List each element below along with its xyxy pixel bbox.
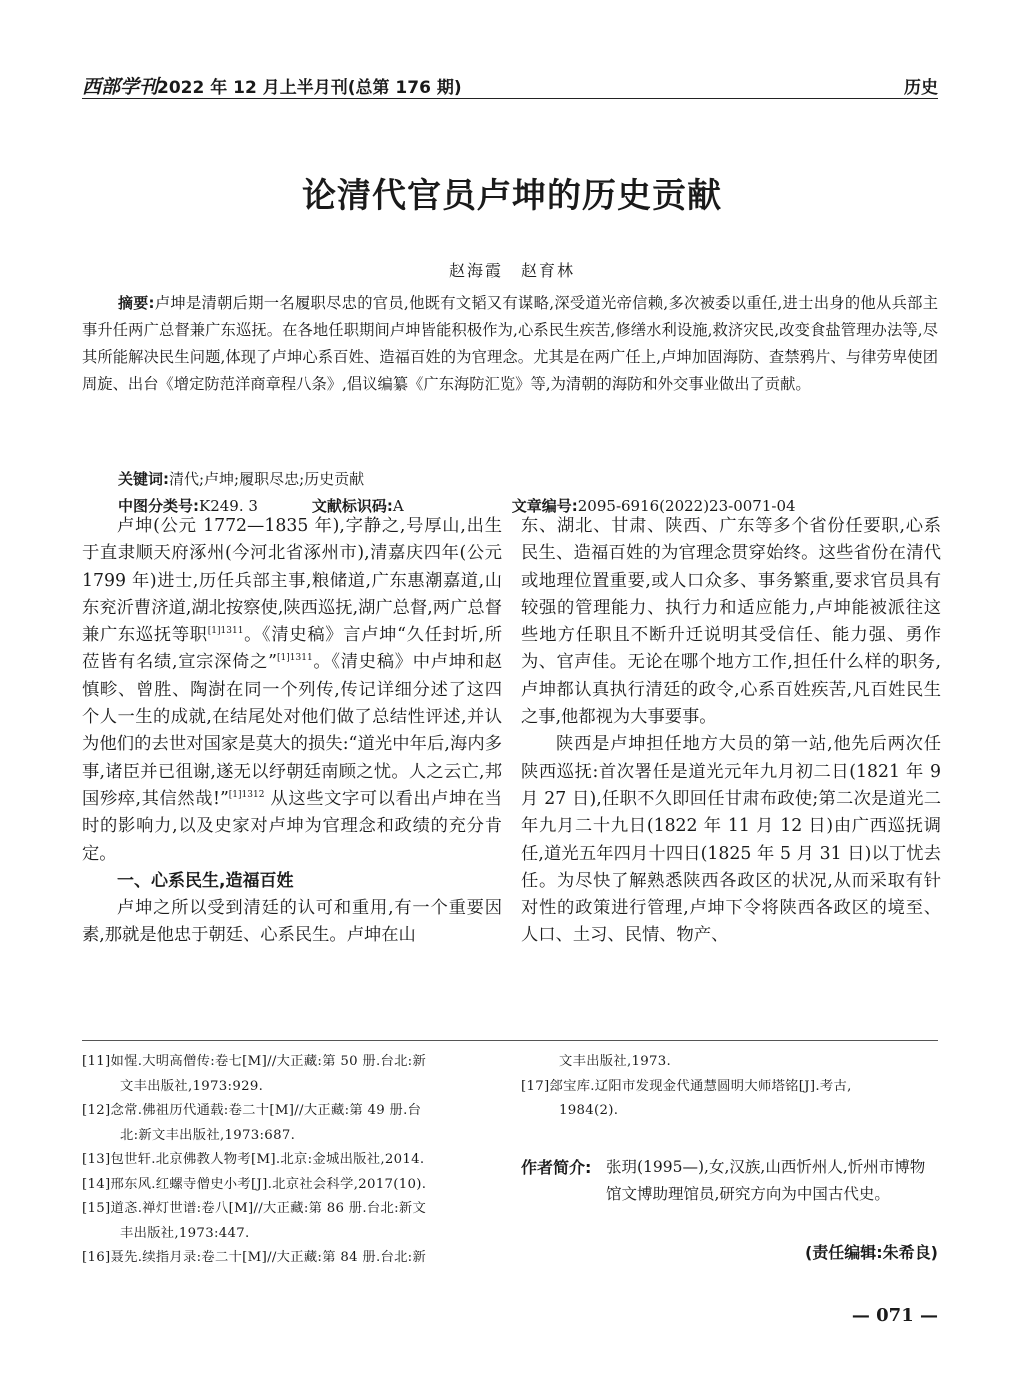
clc-label: 中图分类号: — [118, 497, 199, 515]
body-paragraph: 卢坤之所以受到清廷的认可和重用,有一个重要因素,那就是他忠于朝廷、心系民生。卢坤在山 — [82, 897, 502, 946]
journal-logo: 西部学刊 — [82, 76, 159, 98]
citation: [1]1311 — [277, 653, 313, 664]
body-column-right — [521, 513, 941, 950]
abstract-label: 摘要: — [118, 294, 155, 312]
reference-item: [13]包世轩.北京佛教人物考[M].北京:金城出版社,2014. — [82, 1152, 425, 1167]
abstract-text: 卢坤是清朝后期一名履职尽忠的官员,他既有文韬又有谋略,深受道光帝信赖,多次被委以重任,进士出身的他从兵部主事升任两广总督兼广东巡抚。在各地任职期间卢坤皆能积极作为,心系民生疾苦,修缮水利设施,救济灾民,改变食盐管理办法等,尽其所能解决民生问题,体现了卢坤心系百姓、造福百姓的为官理念。尤其是在两广任上,卢坤加固海防、查禁鸦片、与律劳卑使团周旋、出台《增定防范洋商章程八条》,倡议编纂《广东海防汇览》等,为清朝的海防和外交事业做出了贡献。 — [82, 294, 939, 393]
clc-value: K249. 3 — [199, 497, 258, 515]
page-header — [82, 68, 938, 99]
responsible-editor: (责任编辑:朱希良) — [804, 1243, 938, 1262]
body-column-left — [82, 513, 502, 949]
reference-item: [15]道忞.禅灯世谱:卷八[M]//大正藏:第 86 册.台北:新文 丰出版社,1973:447. — [82, 1201, 427, 1241]
doc-code-label: 文献标识码: — [311, 497, 393, 515]
reference-item: [16]聂先.续指月录:卷二十[M]//大正藏:第 84 册.台北:新 — [82, 1250, 427, 1265]
keywords-line — [118, 468, 796, 495]
references-right — [521, 1050, 939, 1124]
reference-item: [14]邢东风.红螺寺僧史小考[J].北京社会科学,2017(10). — [82, 1176, 427, 1192]
section-heading: 一、心系民生,造福百姓 — [117, 870, 294, 891]
issue-info: 2022 年 12 月上半月刊(总第 176 期) — [157, 78, 462, 98]
article-authors: 赵海霞 赵育林 — [448, 261, 575, 280]
footnote-divider — [82, 1040, 938, 1041]
body-paragraph: 卢坤(公元 1772—1835 年),字静之,号厚山,出生于直隶顺天府涿州(今河北省涿州市),清嘉庆四年(公元 1799 年)进士,历任兵部主事,粮储道,广东惠潮嘉道,山东兖沂曹济道,湖北按察使,陕西巡抚,湖广总督,两广总督兼广东巡抚等职$^{[1]1311}$。《清史稿》言卢坤“久任封圻,所莅皆有名绩,宣宗深倚之”$^{[1]1311}$。《清史稿》中卢坤和赵慎畛、曾胜、陶澍在同一个列传,传记详细分述了这四个人一生的成就,在结尾处对他们做了总结性评述,并认为他们的去世对国家是莫大的损失:“道光中年后,海内多事,诸臣并已徂谢,遂无以纾朝廷南顾之忧。人之云亡,邦国殄瘁,其信然哉!”$^{[1]1312}$ 从这些文字可以看出卢坤在当时的影响力,以及史家对卢坤为官理念和政绩的充分肯定。 — [82, 516, 502, 864]
citation: [1]1311 — [207, 626, 244, 637]
abstract — [82, 290, 938, 398]
keywords-label: 关键词: — [118, 470, 169, 488]
reference-item: [11]如惺.大明高僧传:卷七[M]//大正藏:第 50 册.台北:新 文丰出版社,1973:929. — [82, 1054, 427, 1094]
article-title: 论清代官员卢坤的历史贡献 — [302, 176, 722, 216]
references-left — [82, 1050, 500, 1271]
reference-continuation: 文丰出版社,1973. — [559, 1054, 672, 1069]
bio-text: 张玥(1995—),女,汉族,山西忻州人,忻州市博物馆文博助理馆员,研究方向为中国古代史。 — [606, 1158, 926, 1203]
keywords-text: 清代;卢坤;履职尽忠;历史贡献 — [169, 470, 365, 488]
article-number-label: 文章编号: — [511, 497, 578, 515]
page-number: — 071 — — [851, 1305, 938, 1326]
reference-item: [12]念常.佛祖历代通载:卷二十[M]//大正藏:第 49 册.台 北:新文丰出版社,1973:687. — [82, 1103, 422, 1143]
citation: [1]1312 — [228, 790, 265, 801]
section-label: 历史 — [904, 78, 938, 98]
bio-label: 作者简介: — [521, 1158, 592, 1177]
body-paragraph: 东、湖北、甘肃、陕西、广东等多个省份任要职,心系民生、造福百姓的为官理念贯穿始终。这些省份在清代或地理位置重要,或人口众多、事务繁重,要求官员具有较强的管理能力、执行力和适应能力,卢坤能被派往这些地方任职且不断升迁说明其受信任、能力强、勇作为、官声佳。无论在哪个地方工作,担任什么样的职务,卢坤都认真执行清廷的政令,心系百姓疾苦,凡百姓民生之事,他都视为大事要事。 — [521, 516, 941, 728]
author-bio — [521, 1154, 939, 1208]
doc-code-value: A — [392, 497, 404, 515]
body-paragraph: 陕西是卢坤担任地方大员的第一站,他先后两次任陕西巡抚:首次署任是道光元年九月初二日(1821 年 9 月 27 日),任职不久即回任甘肃布政使;第二次是道光二年九月二十九日(1822 年 11 月 12 日)由广西巡抚调任,道光五年四月十四日(1825 年 5 月 31 日)以丁忧去任。为尽快了解熟悉陕西各政区的状况,从而采取有针对性的政策进行管理,卢坤下令将陕西各政区的境至、人口、土习、民情、物产、 — [521, 734, 941, 946]
reference-item: [17]郐宝库.辽阳市发现金代通慧圆明大师塔铭[J].考古, 1984(2). — [521, 1078, 852, 1118]
article-number-value: 2095-6916(2022)23-0071-04 — [577, 497, 796, 515]
